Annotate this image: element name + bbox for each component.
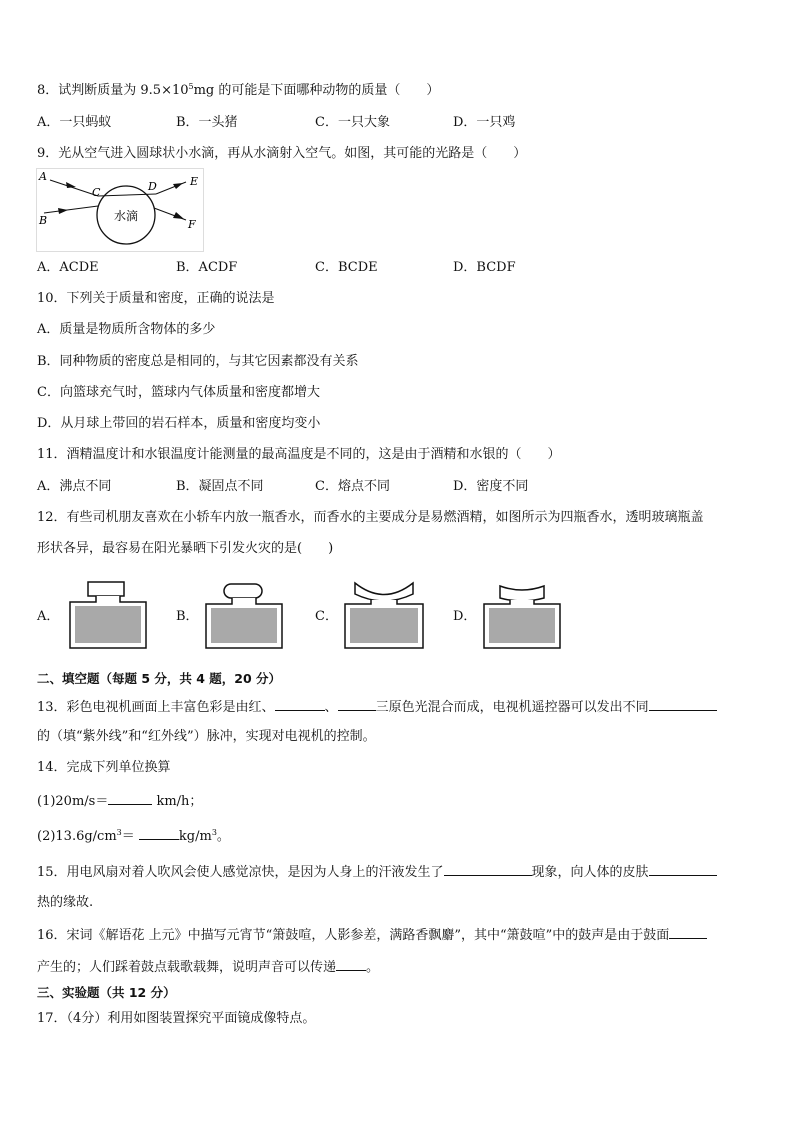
q16-text-a: 16．宋词《解语花 上元》中描写元宵节“箫鼓喧，人影参差，满路香飘麝”，其中“箫鼓喧”中的鼓声是由于鼓面 [37, 928, 670, 943]
q15-line1 [37, 862, 717, 882]
q12-option-b-label: B． [176, 609, 199, 624]
section-3-title: 三、实验题（共 12 分） [37, 985, 176, 1000]
q16-line1 [37, 925, 707, 945]
q10-option-d: D．从月球上带回的岩石样本，质量和密度均变小 [37, 416, 321, 431]
q15-text-b: 现象，向人体的皮肤 [531, 865, 649, 880]
q15-line2: 热的缘故. [37, 895, 94, 910]
q12-stem-line1: 12．有些司机朋友喜欢在小轿车内放一瓶香水，而香水的主要成分是易燃酒精，如图所示为四瓶香水，透明玻璃瓶盖 [37, 510, 704, 525]
q11-option-c: C．熔点不同 [315, 479, 390, 494]
q13-blank-3[interactable] [649, 697, 717, 711]
q14-exponent-1: 3 [116, 828, 122, 837]
q13-blank-1[interactable] [275, 697, 325, 711]
q11-option-a: A．沸点不同 [37, 479, 112, 494]
q12-option-c-label: C． [315, 609, 338, 624]
q14-item1-text-a: (1)20m/s＝ [37, 794, 109, 809]
q9-option-a: A．ACDE [37, 260, 99, 275]
q8-option-d: D．一只鸡 [453, 115, 516, 130]
q12-stem-line2: 形状各异，最容易在阳光暴晒下引发火灾的是( ) [37, 541, 334, 556]
label-d: D [148, 180, 157, 193]
q15-text-a: 15．用电风扇对着人吹风会使人感觉凉快，是因为人身上的汗液发生了 [37, 865, 444, 880]
section-2-title: 二、填空题（每题 5 分，共 4 题，20 分） [37, 671, 282, 686]
q15-blank-1[interactable] [444, 862, 532, 876]
q14-item2-text-c: kg/m [178, 829, 212, 844]
label-c: C [92, 186, 101, 199]
q16-text-c: 。 [366, 960, 380, 975]
q9-option-c: C．BCDE [315, 260, 378, 275]
q8-stem [37, 82, 439, 100]
q9-option-d: D．BCDF [453, 260, 516, 275]
q13-line2: 的（填“紫外线”和“红外线”）脉冲，实现对电视机的控制。 [37, 729, 376, 744]
q12-option-a-label: A． [37, 609, 60, 624]
q8-exponent: 5 [188, 82, 194, 91]
q8-option-b: B．一头猪 [176, 115, 238, 130]
q8-stem-text-a: 8．试判断质量为 9.5×10 [37, 83, 189, 98]
q14-item1-text-b: km/h； [152, 794, 203, 809]
q14-stem: 14．完成下列单位换算 [37, 760, 171, 775]
label-a: A [39, 170, 47, 183]
q14-item2-text-d: 。 [216, 829, 230, 844]
q14-item2-text-a: (2)13.6g/cm [37, 829, 117, 844]
q10-option-b: B．同种物质的密度总是相同的，与其它因素都没有关系 [37, 354, 359, 369]
q16-blank-1[interactable] [669, 925, 707, 939]
q11-option-b: B．凝固点不同 [176, 479, 264, 494]
q8-option-a: A．一只蚂蚁 [37, 115, 112, 130]
water-droplet-diagram [36, 168, 204, 252]
q11-stem: 11．酒精温度计和水银温度计能测量的最高温度是不同的，这是由于酒精和水银的（ ） [37, 447, 561, 462]
q10-stem: 10．下列关于质量和密度，正确的说法是 [37, 291, 275, 306]
q16-text-b: 产生的；人们踩着鼓点载歌载舞，说明声音可以传递 [37, 960, 337, 975]
q14-item1 [37, 791, 202, 811]
diagram-center-text: 水滴 [113, 209, 139, 223]
q13-line1 [37, 697, 717, 717]
label-f: F [188, 218, 196, 231]
q14-item2 [37, 826, 230, 846]
q15-blank-2[interactable] [649, 862, 717, 876]
q8-stem-text-b: mg 的可能是下面哪种动物的质量（ ） [193, 83, 440, 98]
q14-item2-text-b: ＝ [121, 829, 139, 844]
q12-option-d-label: D． [453, 609, 477, 624]
bottle-d-shallow-concave-cap [480, 578, 564, 652]
q13-blank-2[interactable] [338, 697, 376, 711]
q10-option-a: A．质量是物质所含物体的多少 [37, 322, 216, 337]
q9-option-b: B．ACDF [176, 260, 238, 275]
q16-blank-2[interactable] [336, 957, 366, 971]
q14-blank-2[interactable] [139, 826, 179, 840]
label-e: E [190, 175, 199, 188]
label-b: B [39, 214, 48, 227]
q9-stem: 9．光从空气进入圆球状小水滴，再从水滴射入空气。如图，其可能的光路是（ ） [37, 146, 527, 161]
bottle-b-convex-cap [202, 578, 286, 652]
bottle-c-concave-cap [341, 578, 427, 652]
q13-text-c: 三原色光混合而成，电视机遥控器可以发出不同 [375, 700, 649, 715]
q13-text-b: 、 [324, 700, 338, 715]
q16-line2 [37, 957, 379, 977]
bottle-a-flat-cap [66, 578, 150, 652]
q13-text-a: 13．彩色电视机画面上丰富色彩是由红、 [37, 700, 275, 715]
q14-exponent-2: 3 [211, 828, 217, 837]
q14-blank-1[interactable] [108, 791, 152, 805]
q10-option-c: C．向篮球充气时，篮球内气体质量和密度都增大 [37, 385, 320, 400]
q8-option-c: C．一只大象 [315, 115, 390, 130]
q11-option-d: D．密度不同 [453, 479, 529, 494]
q17-stem: 17．（4分）利用如图装置探究平面镜成像特点。 [37, 1011, 316, 1026]
